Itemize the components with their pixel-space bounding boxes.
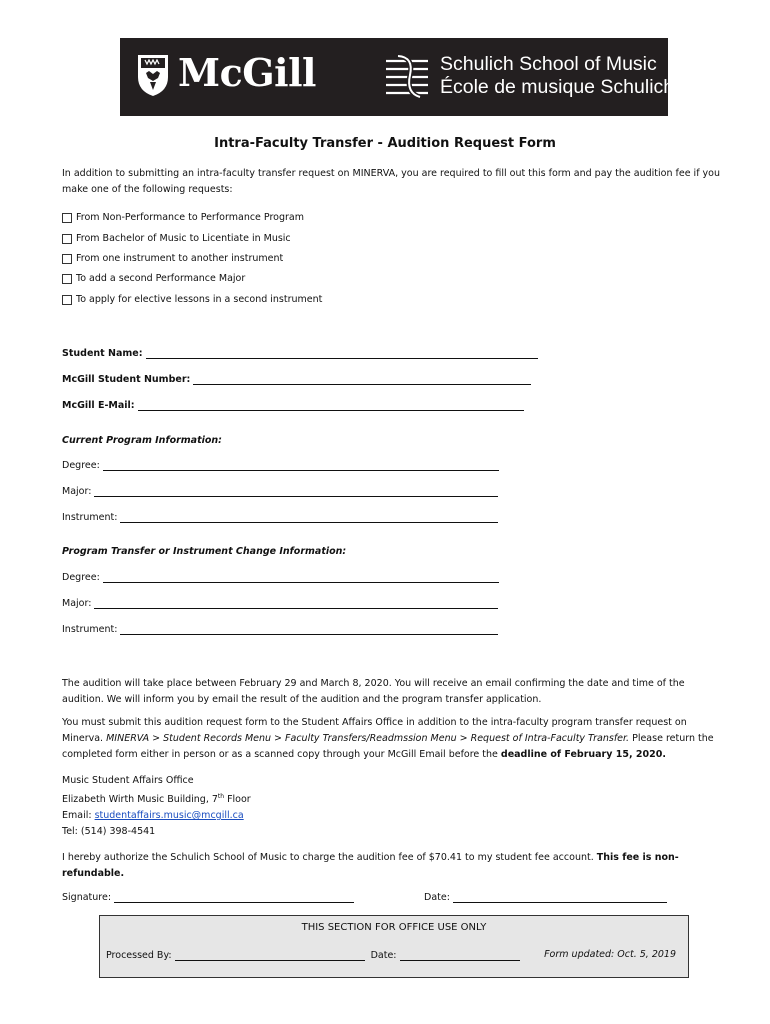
student-name-label: Student Name: [62,348,143,359]
signature-label: Signature: [62,892,112,903]
office-date-label: Date: [370,950,397,961]
mcgill-crest-icon [136,51,170,97]
transfer-degree-input[interactable] [103,572,499,583]
request-label: To add a second Performance Major [76,273,246,284]
signature-input[interactable] [114,892,354,903]
non-refundable-note: This fee is non-refundable. [62,852,679,879]
authorization-text: I hereby authorize the Schulich School of Music to charge the audition fee of $70.41 to my student fee account. [62,852,597,863]
office-use-title: THIS SECTION FOR OFFICE USE ONLY [301,922,487,933]
request-item[interactable] [62,253,283,264]
checkbox[interactable] [62,234,72,244]
office-building: Elizabeth Wirth Music Building, 7th Floor [62,793,251,806]
transfer-major-field[interactable] [62,598,498,609]
request-item[interactable] [62,212,304,223]
signature-date-label: Date: [424,892,450,903]
form-updated-note: Form updated: Oct. 5, 2019 [544,949,676,960]
transfer-instrument-field[interactable] [62,624,498,635]
current-degree-input[interactable] [103,460,499,471]
authorization-paragraph [62,850,702,882]
signature-date-field[interactable] [424,892,667,903]
student-name-input[interactable] [146,348,538,359]
school-name-fr: École de musique Schulich [440,76,675,98]
checkbox[interactable] [62,254,72,264]
mcgill-wordmark: McGill [178,50,316,95]
transfer-degree-field[interactable] [62,572,499,583]
current-degree-label: Degree: [62,460,100,471]
audition-paragraph: The audition will take place between February 29 and March 8, 2020. You will receive an email confirming the date and time of the audition. We will inform you by email the result of the audition and the program transfer application. [62,678,685,705]
transfer-major-label: Major: [62,598,92,609]
processed-by-input[interactable] [175,950,365,961]
intro-paragraph: In addition to submitting an intra-faculty transfer request on MINERVA, you are required to fill out this form and pay the audition fee if you make one of the following requests: [62,168,721,195]
music-staff-logo-icon [384,53,430,99]
checkbox[interactable] [62,213,72,223]
student-number-field[interactable] [62,374,531,385]
checkbox[interactable] [62,295,72,305]
deadline: deadline of February 15, 2020. [500,749,666,760]
office-tel: Tel: (514) 398-4541 [62,826,156,838]
student-email-input[interactable] [138,400,524,411]
current-major-label: Major: [62,486,92,497]
submit-paragraph [62,715,722,763]
request-item[interactable] [62,233,291,244]
student-name-field[interactable] [62,348,538,359]
current-major-field[interactable] [62,486,498,497]
signature-field[interactable] [62,892,354,903]
header-banner [120,38,675,116]
processed-by-label: Processed By: [106,950,172,961]
student-email-field[interactable] [62,400,524,411]
signature-date-input[interactable] [453,892,667,903]
checkbox[interactable] [62,274,72,284]
transfer-instrument-label: Instrument: [62,624,118,635]
office-email: Email: studentaffairs.music@mcgill.ca [62,810,244,822]
form-title: Intra-Faculty Transfer - Audition Request Form [214,136,556,151]
current-degree-field[interactable] [62,460,499,471]
request-item[interactable] [62,294,322,305]
transfer-major-input[interactable] [94,598,498,609]
request-label: To apply for elective lessons in a second instrument [76,294,323,305]
request-label: From Bachelor of Music to Licentiate in Music [76,233,291,244]
transfer-program-heading: Program Transfer or Instrument Change Information: [62,546,347,557]
office-use-box [99,915,689,978]
student-number-label: McGill Student Number: [62,374,191,385]
current-program-heading: Current Program Information: [62,435,222,446]
request-label: From one instrument to another instrument [76,253,284,264]
current-instrument-field[interactable] [62,512,498,523]
office-name: Music Student Affairs Office [62,775,194,786]
current-instrument-label: Instrument: [62,512,118,523]
transfer-degree-label: Degree: [62,572,100,583]
current-instrument-input[interactable] [120,512,498,523]
student-number-input[interactable] [193,374,531,385]
current-major-input[interactable] [94,486,498,497]
request-label: From Non-Performance to Performance Program [76,212,305,223]
office-date-input[interactable] [400,950,520,961]
submit-text-2: Please return the completed form either in person or as a scanned copy through your McGill Email before the [62,733,714,760]
email-link[interactable]: studentaffairs.music@mcgill.ca [94,810,244,822]
request-item[interactable] [62,273,245,284]
submit-text: You must submit this audition request form to the Student Affairs Office in addition to the intra-faculty program transfer request on Minerva. [62,717,687,744]
school-name-en: Schulich School of Music [440,53,657,75]
student-email-label: McGill E-Mail: [62,400,135,411]
minerva-path: MINERVA > Student Records Menu > Faculty Transfers/Readmssion Menu > Request of Intra-Faculty Transfer. [106,733,630,744]
office-address [62,773,722,840]
processed-by-row [106,950,520,961]
transfer-instrument-input[interactable] [120,624,498,635]
